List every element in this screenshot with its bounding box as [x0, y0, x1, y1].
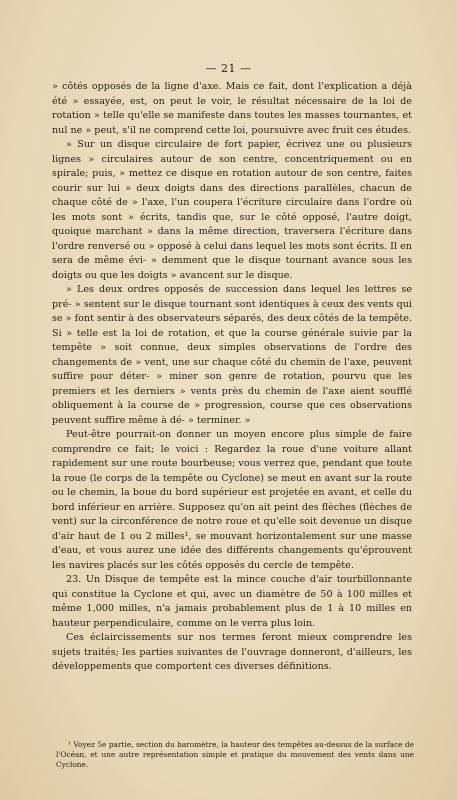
paragraph-6: Ces éclaircissements sur nos termes feront mieux comprendre les sujets traités; les parties suivantes de l'ouvrage donneront, d'ailleurs, les développements que comportent ces diverses définitions. [52, 632, 412, 672]
paragraph-3: » Les deux ordres opposés de succession dans lequel les lettres se pré- » sentent sur le disque tournant sont identiques à ceux des vents qui se » font sentir à des observateurs séparés, des deux côtés de la tempête. Si » telle est la loi de rotation, et que la course générale suivie par la tempête » soit connue, deux simples observations de l'ordre des changements de » vent, une sur chaque côté du chemin de l'axe, peuvent suffire pour déter- » miner son genre de rotation, pourvu que les premiers et les derniers » vents près du chemin de l'axe aient soufflé obliquement à la course de » progression, course que ces observations peuvent suffire même à dé- » terminer. » [52, 284, 412, 426]
paragraph-5-definition: 23. Un Disque de tempête est la mince couche d'air tourbillonnante qui constitue la Cyclone et qui, avec un diamètre de 50 à 100 milles et même 1,000 milles, n'a jamais probablement plus de 1 à 10 milles en hauteur perpendiculaire, comme on le verra plus loin. [52, 574, 412, 629]
paragraph-4: Peut-être pourrait-on donner un moyen encore plus simple de faire comprendre ce fait; le voici : Regardez la roue d'une voiture allant rapidement sur une route bourbeuse; vous verrez que, pendant que toute la roue (le corps de la tempête ou Cyclone) se meut en avant sur la route ou le chemin, la boue du bord supérieur est projetée en avant, et celle du bord inférieur en arrière. Supposez qu'on ait peint des flèches (flèches de vent) sur la circonférence de notre roue et qu'elle soit devenue un disque d'air haut de 1 ou 2 milles¹, se mouvant horizontalement sur une masse d'eau, et vous aurez une idée des différents changements qu'éprouvent les navires placés sur les côtés opposés du cercle de tempête. [52, 429, 412, 571]
paragraph-2: » Sur un disque circulaire de fort papier, écrivez une ou plusieurs lignes » circulaires autour de son centre, concentriquement ou en spirale; puis, » mettez ce disque en rotation autour de son centre, faites courir sur lui » deux doigts dans des directions parallèles, chacun de chaque côté de » l'axe, l'un coupera l'écriture circulaire dans l'ordre où les mots sont » écrits, tandis que, sur le côté opposé, l'autre doigt, quoique marchant » dans la même direction, traversera l'écriture dans l'ordre renversé ou » opposé à celui dans lequel les mots sont écrits. Il en sera de même évi- » demment que le disque tournant avance sous les doigts ou que les doigts » avancent sur le disque. [52, 139, 412, 281]
page-body [52, 80, 412, 675]
page-number-header: — 21 — [205, 62, 252, 75]
paragraph-1: » côtés opposés de la ligne d'axe. Mais ce fait, dont l'explication a déjà été » essayée, est, on peut le voir, le résultat nécessaire de la loi de rotation » telle qu'elle se manifeste dans toutes les masses tournantes, et nul ne » peut, s'il ne comprend cette loi, poursuivre avec fruit ces études. [52, 81, 412, 136]
footnote: ¹ Voyez 5e partie, section du baromètre, la hauteur des tempêtes au-dessus de la surface de l'Océan, et une autre représentation simple et pratique du mouvement des vents dans une Cyclone. [56, 740, 414, 769]
